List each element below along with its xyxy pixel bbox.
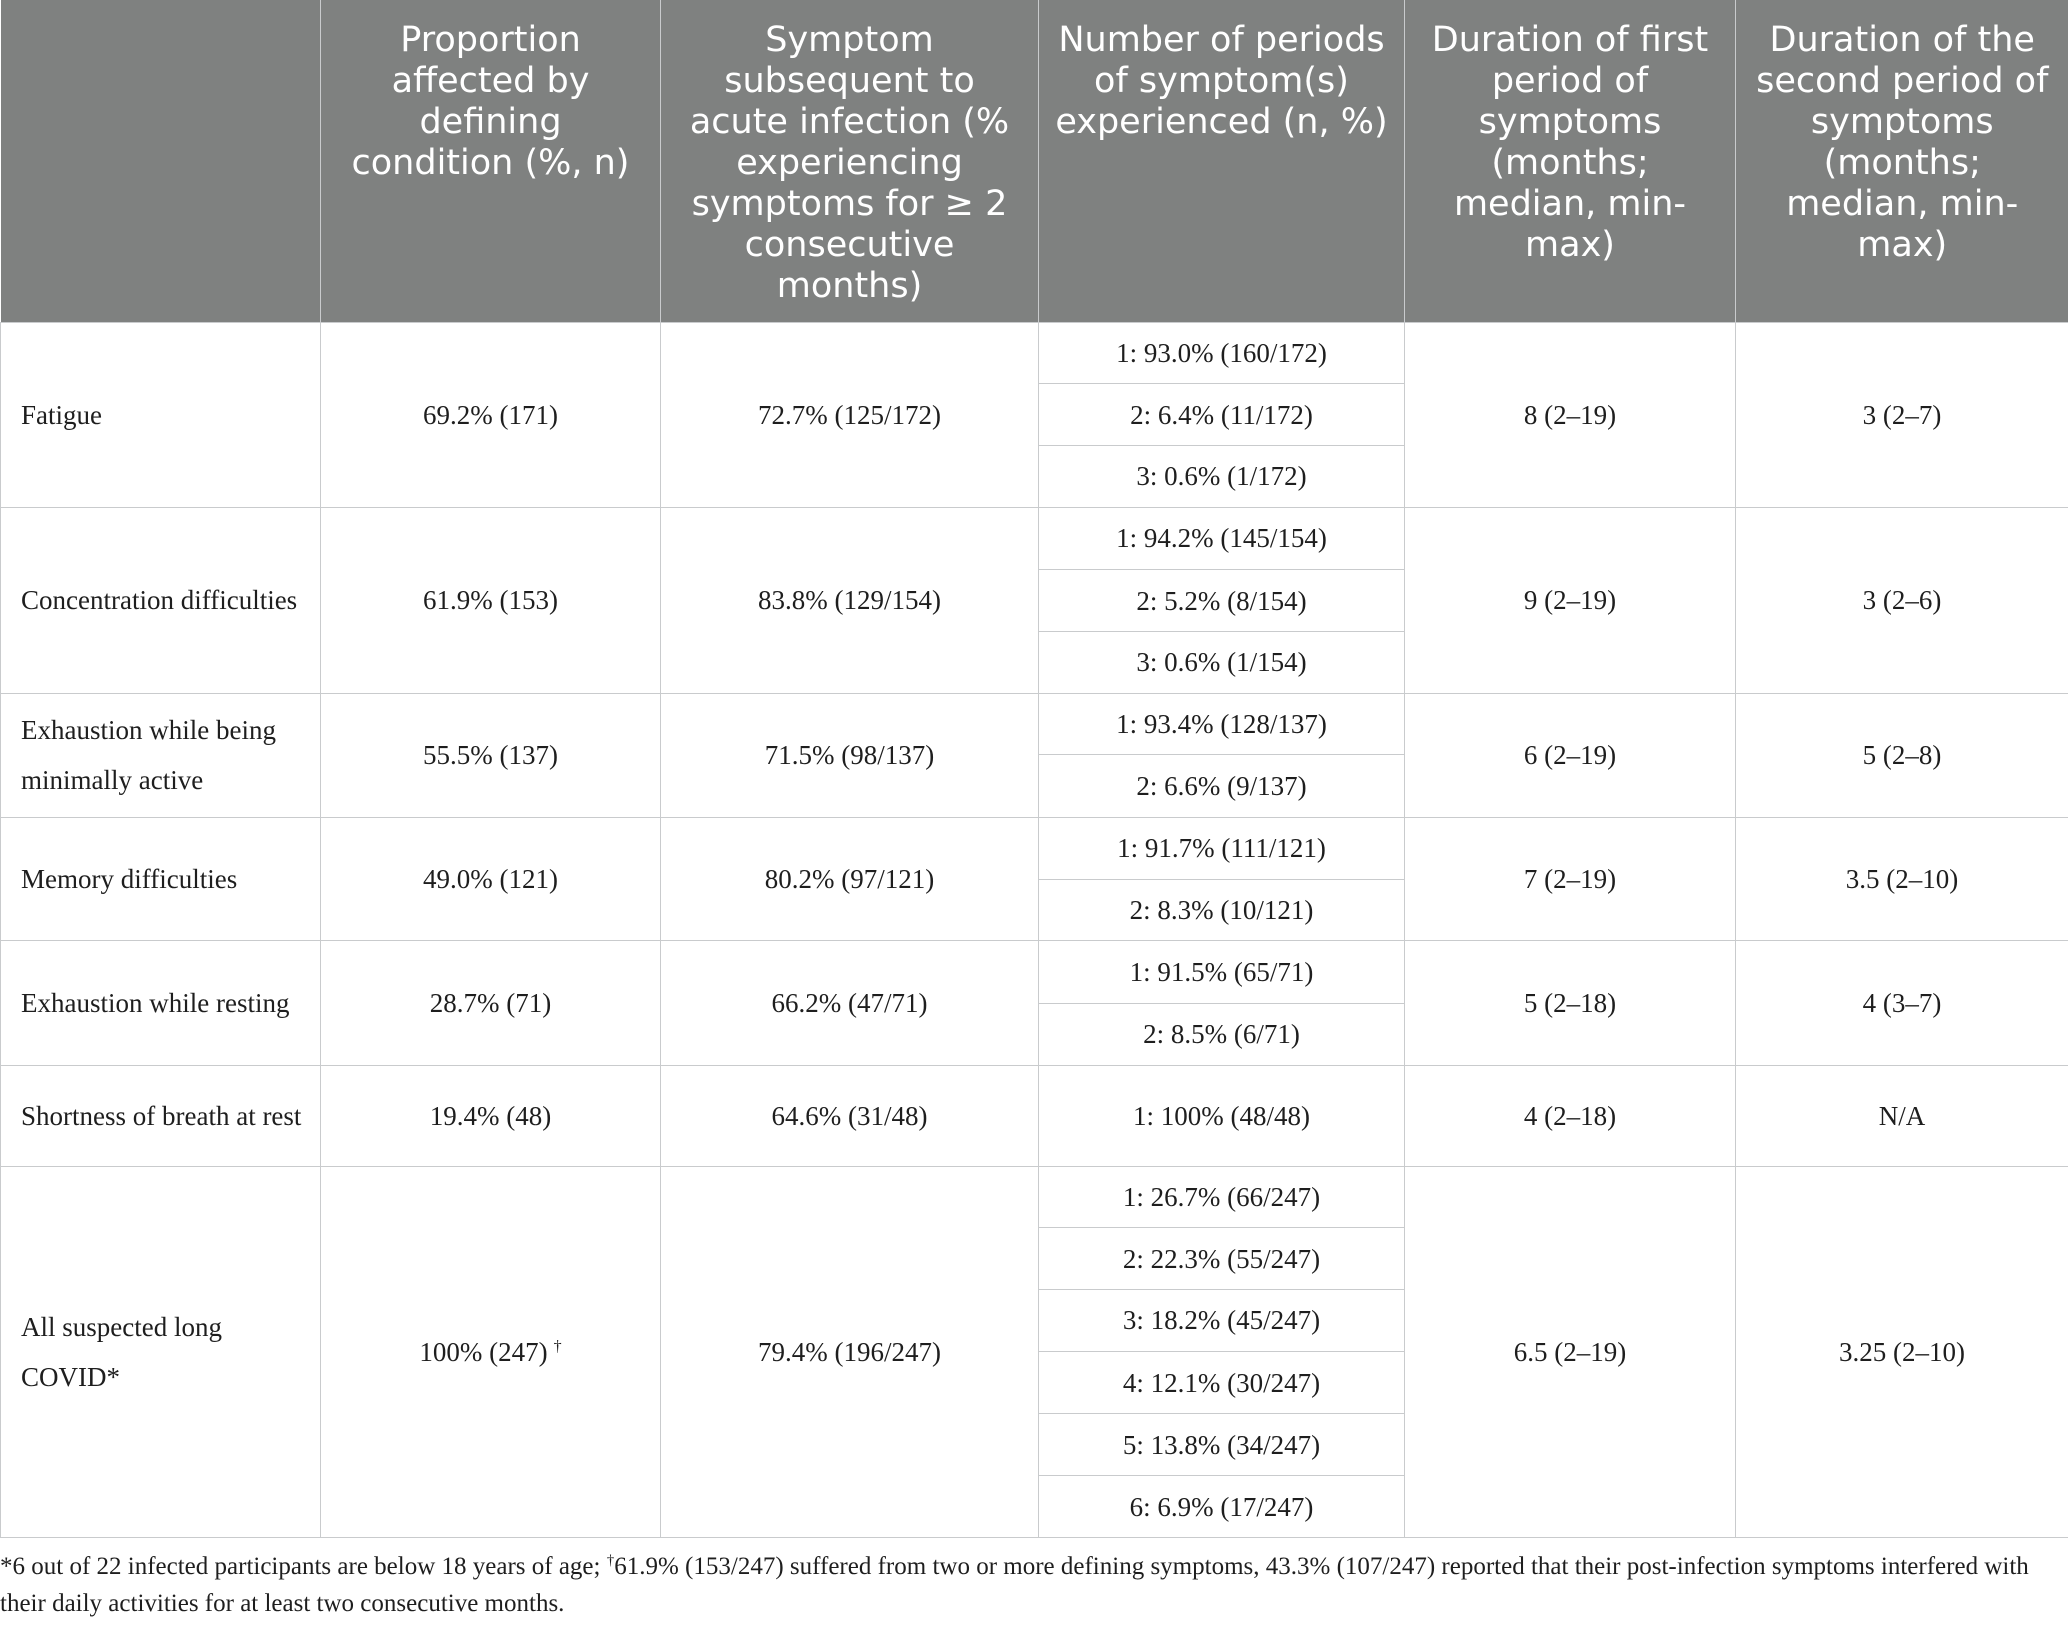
proportion-cell: 28.7% (71)	[321, 941, 661, 1065]
header-subsequent: Symptom subsequent to acute infection (% experiencing symptoms for ≥ 2 consecutive months)	[661, 0, 1039, 322]
first-duration-cell: 6 (2–19)	[1405, 693, 1736, 817]
subsequent-cell: 83.8% (129/154)	[661, 507, 1039, 693]
header-symptom	[1, 0, 321, 322]
proportion-value: 100% (247)	[419, 1336, 548, 1367]
subsequent-cell: 79.4% (196/247)	[661, 1166, 1039, 1537]
first-duration-cell: 5 (2–18)	[1405, 941, 1736, 1065]
footnote-part-1: *6 out of 22 infected participants are below 18 years of age;	[0, 1553, 607, 1580]
period-cell: 1: 91.5% (65/71)	[1039, 941, 1405, 1004]
period-cell: 3: 18.2% (45/247)	[1039, 1290, 1405, 1352]
proportion-cell: 61.9% (153)	[321, 507, 661, 693]
period-cell: 3: 0.6% (1/154)	[1039, 631, 1405, 693]
table-row	[1, 941, 2068, 1004]
period-cell: 2: 8.3% (10/121)	[1039, 879, 1405, 941]
subsequent-cell: 80.2% (97/121)	[661, 817, 1039, 940]
period-cell: 2: 5.2% (8/154)	[1039, 570, 1405, 632]
table-row	[1, 1065, 2068, 1166]
first-duration-cell: 6.5 (2–19)	[1405, 1166, 1736, 1537]
period-cell: 1: 100% (48/48)	[1039, 1065, 1405, 1166]
header-periods: Number of periods of symptom(s) experienced (n, %)	[1039, 0, 1405, 322]
header-second-duration: Duration of the second period of symptoms (months; median, min-max)	[1736, 0, 2068, 322]
second-duration-cell: 3 (2–7)	[1736, 322, 2068, 507]
table-footnote	[0, 1548, 2040, 1622]
period-cell: 1: 93.4% (128/137)	[1039, 693, 1405, 755]
subsequent-cell: 64.6% (31/48)	[661, 1065, 1039, 1166]
period-cell: 1: 93.0% (160/172)	[1039, 322, 1405, 384]
period-cell: 1: 94.2% (145/154)	[1039, 507, 1405, 570]
period-cell: 2: 22.3% (55/247)	[1039, 1228, 1405, 1290]
period-cell: 2: 6.6% (9/137)	[1039, 755, 1405, 818]
subsequent-cell: 71.5% (98/137)	[661, 693, 1039, 817]
symptom-label: Concentration difficulties	[1, 507, 321, 693]
first-duration-cell: 4 (2–18)	[1405, 1065, 1736, 1166]
second-duration-cell: 3 (2–6)	[1736, 507, 2068, 693]
table-row	[1, 1166, 2068, 1228]
period-cell: 4: 12.1% (30/247)	[1039, 1351, 1405, 1414]
second-duration-cell: 3.5 (2–10)	[1736, 817, 2068, 940]
proportion-cell: 19.4% (48)	[321, 1065, 661, 1166]
proportion-cell: 55.5% (137)	[321, 693, 661, 817]
second-duration-cell: 5 (2–8)	[1736, 693, 2068, 817]
footnote-dagger: †	[606, 1552, 615, 1569]
subsequent-cell: 66.2% (47/71)	[661, 941, 1039, 1065]
subsequent-cell: 72.7% (125/172)	[661, 322, 1039, 507]
proportion-cell: 49.0% (121)	[321, 817, 661, 940]
second-duration-cell: 4 (3–7)	[1736, 941, 2068, 1065]
symptom-label: All suspected long COVID*	[1, 1166, 321, 1537]
first-duration-cell: 8 (2–19)	[1405, 322, 1736, 507]
period-cell: 1: 26.7% (66/247)	[1039, 1166, 1405, 1228]
period-cell: 1: 91.7% (111/121)	[1039, 817, 1405, 879]
proportion-cell: 69.2% (171)	[321, 322, 661, 507]
table-row	[1, 817, 2068, 879]
period-cell: 3: 0.6% (1/172)	[1039, 445, 1405, 507]
period-cell: 2: 6.4% (11/172)	[1039, 384, 1405, 446]
period-cell: 6: 6.9% (17/247)	[1039, 1476, 1405, 1538]
header-proportion: Proportion affected by defining condition (%, n)	[321, 0, 661, 322]
dagger-mark: †	[553, 1337, 562, 1355]
header-row	[1, 0, 2068, 322]
proportion-cell	[321, 1166, 661, 1537]
symptom-label: Memory difficulties	[1, 817, 321, 940]
footnote-part-2: 61.9% (153/247) suffered from two or more defining symptoms, 43.3% (107/247) reported that their post-infection symptoms interfered with their daily activities for at least two consecutive months.	[0, 1553, 2029, 1617]
symptom-label: Exhaustion while resting	[1, 941, 321, 1065]
period-cell: 2: 8.5% (6/71)	[1039, 1003, 1405, 1065]
second-duration-cell: 3.25 (2–10)	[1736, 1166, 2068, 1537]
period-cell: 5: 13.8% (34/247)	[1039, 1414, 1405, 1476]
first-duration-cell: 7 (2–19)	[1405, 817, 1736, 940]
table-row	[1, 693, 2068, 755]
table-row	[1, 507, 2068, 570]
symptom-label: Fatigue	[1, 322, 321, 507]
header-first-duration: Duration of first period of symptoms (months; median, min-max)	[1405, 0, 1736, 322]
symptom-label: Shortness of breath at rest	[1, 1065, 321, 1166]
second-duration-cell: N/A	[1736, 1065, 2068, 1166]
symptom-label: Exhaustion while being minimally active	[1, 693, 321, 817]
first-duration-cell: 9 (2–19)	[1405, 507, 1736, 693]
table-row	[1, 322, 2068, 384]
